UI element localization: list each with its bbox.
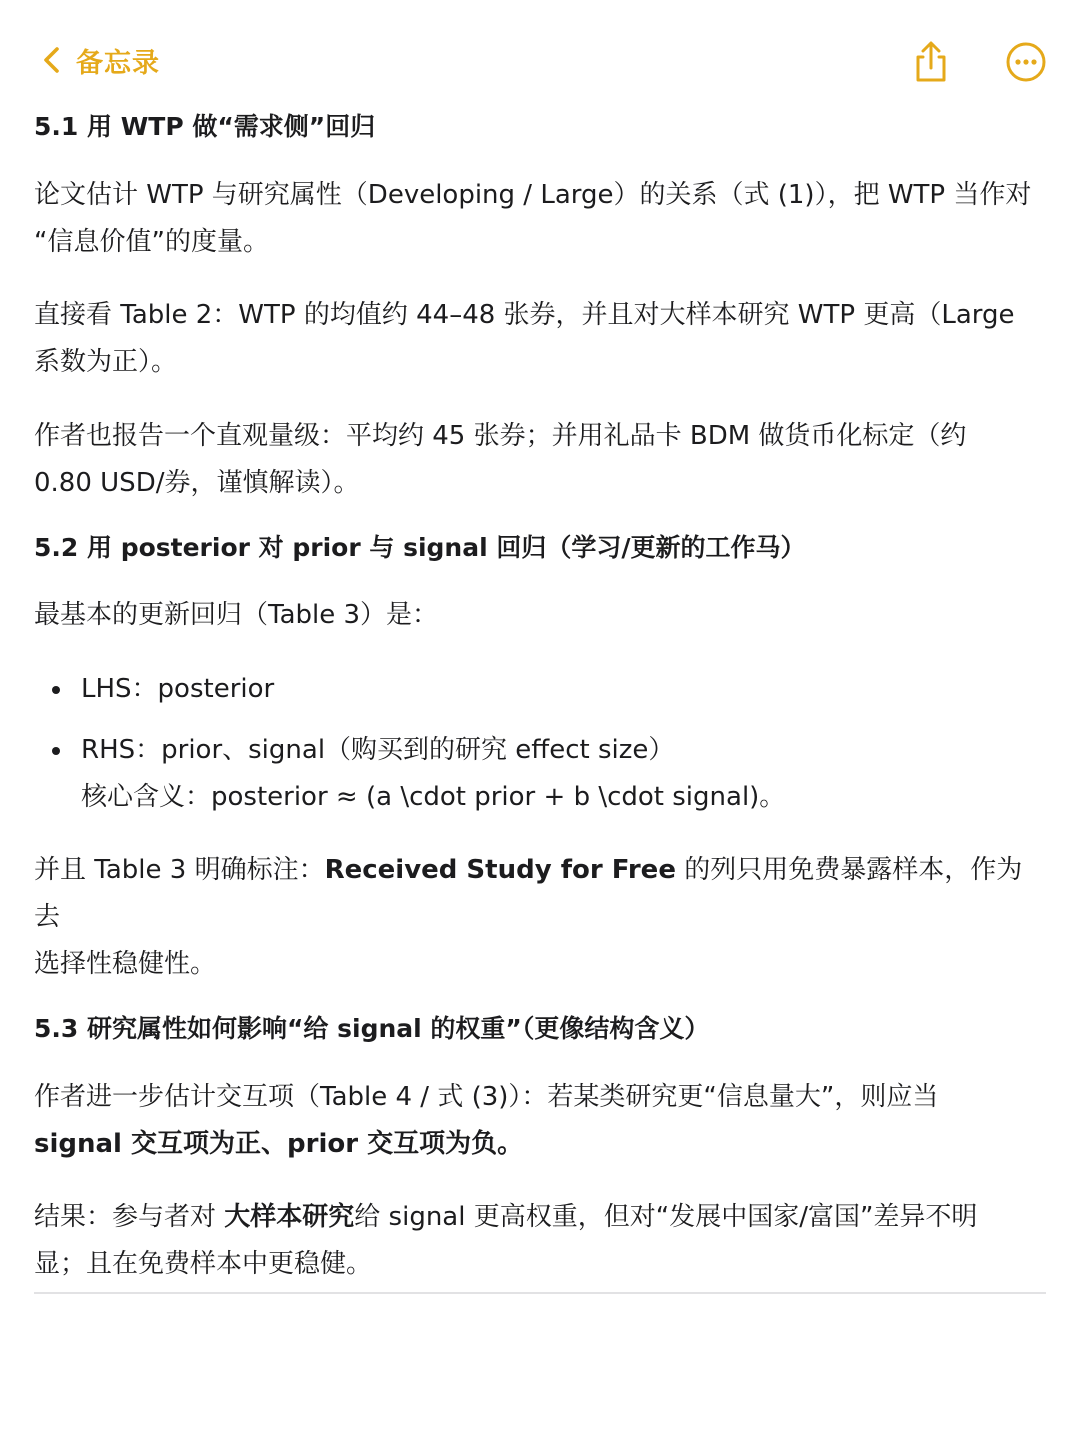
paragraph-line: 系数为正）。 [34,347,178,377]
more-button[interactable] [1002,38,1050,86]
divider [34,1292,1046,1294]
navigation-bar [0,0,1080,110]
paragraph-line: 0.80 USD/券，谨慎解读）。 [34,468,360,498]
paragraph-magnitude [34,413,1048,507]
paragraph-line: 论文估计 WTP 与研究属性（Developing / Large）的关系（式 (1)），把 WTP 当作对 [34,180,1032,210]
paragraph-text: 结果：参与者对 [34,1202,225,1232]
paragraph-text: 的列只用免费暴露样本，作为去 [34,855,1023,932]
paragraph-text: 给 signal 更高权重，但对“发展中国家/富国”差异不明 [354,1202,978,1232]
back-button[interactable] [40,38,160,82]
ellipsis-circle-icon [1002,38,1050,86]
bullet-dot [52,686,60,694]
paragraph-line: 直接看 Table 2：WTP 的均值约 44–48 张券，并且对大样本研究 WTP 更高（Large [34,300,1015,330]
paragraph-basic-regression: 最基本的更新回归（Table 3）是： [34,600,439,630]
back-label: 备忘录 [76,47,160,79]
bold-text: Received Study for Free [324,855,676,885]
paragraph-line: 作者也报告一个直观量级：平均约 45 张券；并用礼品卡 BDM 做货币化标定（约 [34,421,967,451]
paragraph-results [34,1194,1048,1288]
list-item [81,666,1048,713]
paragraph-line: 显；且在免费样本中更稳健。 [34,1249,373,1279]
list-item-text: 核心含义：posterior ≈ (a \cdot prior + b \cdot signal)。 [81,782,786,812]
paragraph-wtp-relation [34,172,1048,266]
bullet-list [34,666,1048,821]
paragraph-line: “信息价值”的度量。 [34,227,269,257]
paragraph-text: 并且 Table 3 明确标注： [34,855,325,885]
chevron-left-icon [40,45,62,75]
note-body[interactable] [34,104,1048,1288]
paragraph-free-sample [34,847,1048,988]
list-item [81,727,1048,821]
bold-text: signal 交互项为正、prior 交互项为负。 [34,1129,524,1159]
paragraph-line: 作者进一步估计交互项（Table 4 / 式 (3)）：若某类研究更“信息量大”，则应当 [34,1082,939,1112]
section-heading-5-2: 5.2 用 posterior 对 prior 与 signal 回归（学习/更新的工作马） [34,533,806,562]
paragraph-table2 [34,292,1048,386]
share-button[interactable] [906,38,954,86]
paragraph-interaction [34,1074,1048,1168]
list-item-text: LHS：posterior [81,674,275,704]
section-heading-5-1: 5.1 用 WTP 做“需求侧”回归 [34,112,376,141]
bold-text: 大样本研究 [224,1202,355,1232]
list-item-text: RHS：prior、signal（购买到的研究 effect size） [81,735,675,765]
section-heading-5-3: 5.3 研究属性如何影响“给 signal 的权重”（更像结构含义） [34,1014,710,1043]
paragraph-line: 选择性稳健性。 [34,949,217,979]
share-icon [906,38,954,86]
bullet-dot [52,747,60,755]
